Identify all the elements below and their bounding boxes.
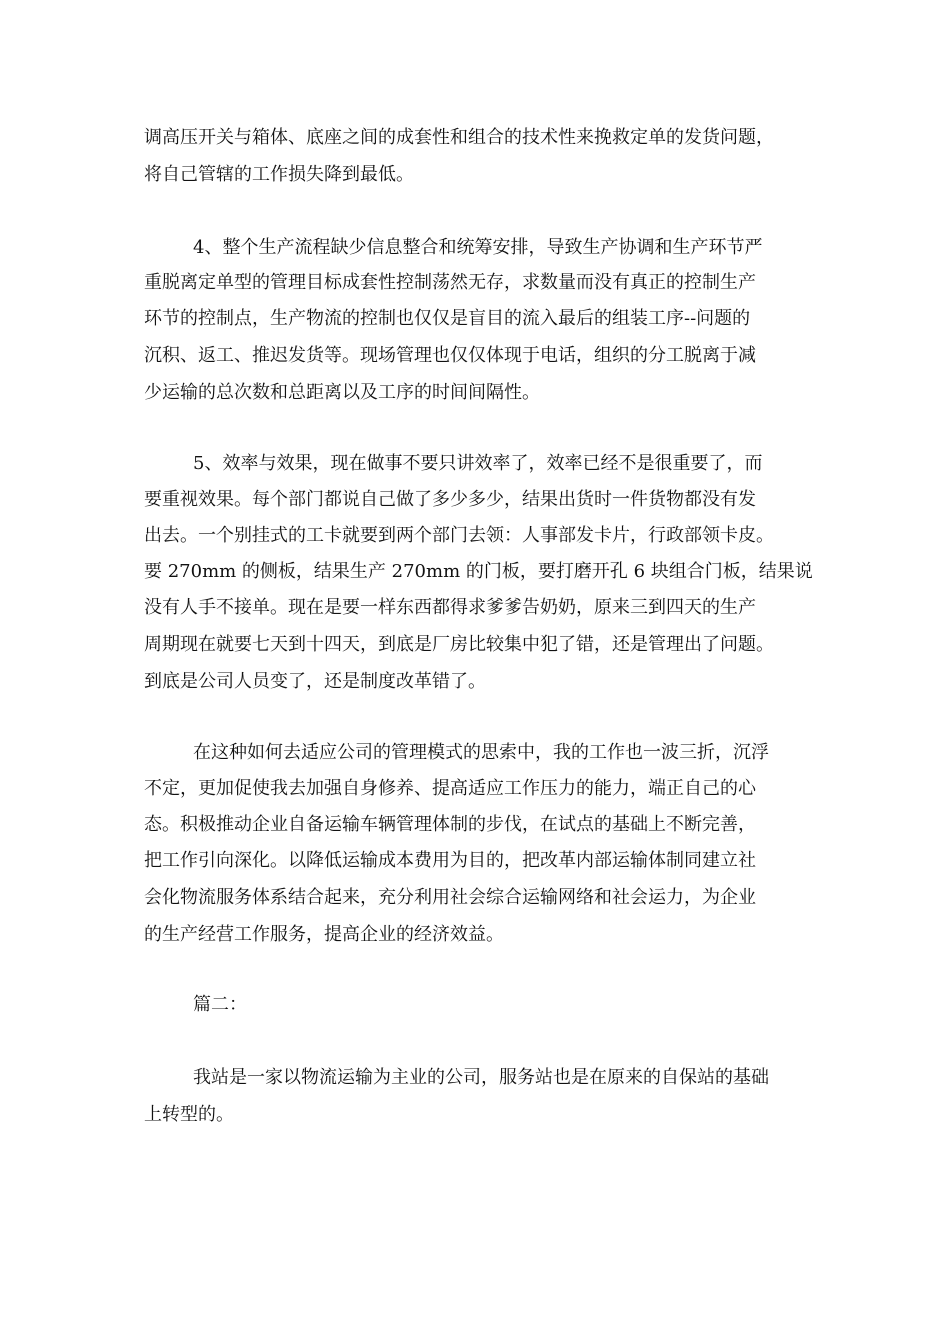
paragraph-1-line-1: 调高压开关与箱体、底座之间的成套性和组合的技术性来挽救定单的发货问题， [144,127,774,148]
paragraph-4-line-5: 会化物流服务体系结合起来，充分利用社会综合运输网络和社会运力，为企业 [144,887,756,908]
paragraph-2-line-2: 重脱离定单型的管理目标成套性控制荡然无存，求数量而没有真正的控制生产 [144,272,756,293]
paragraph-6-line-1: 我站是一家以物流运输为主业的公司，服务站也是在原来的自保站的基础 [193,1067,769,1088]
paragraph-1-line-2: 将自己管辖的工作损失降到最低。 [144,164,414,185]
paragraph-2-line-3: 环节的控制点，生产物流的控制也仅仅是盲目的流入最后的组装工序--问题的 [144,308,751,329]
paragraph-3-line-7: 到底是公司人员变了，还是制度改革错了。 [144,671,486,692]
paragraph-3-line-5: 没有人手不接单。现在是要一样东西都得求爹爹告奶奶，原来三到四天的生产 [144,597,756,618]
paragraph-6-line-2: 上转型的。 [144,1104,234,1125]
paragraph-3-line-2: 要重视效果。每个部门都说自己做了多少多少，结果出货时一件货物都没有发 [144,489,756,510]
paragraph-3-line-1: 5、效率与效果，现在做事不要只讲效率了，效率已经不是很重要了，而 [193,453,763,474]
paragraph-2-line-1: 4、整个生产流程缺少信息整合和统筹安排，导致生产协调和生产环节严 [193,237,763,258]
paragraph-4-line-3: 态。积极推动企业自备运输车辆管理体制的步伐，在试点的基础上不断完善， [144,814,756,835]
paragraph-4-line-4: 把工作引向深化。以降低运输成本费用为目的，把改革内部运输体制同建立社 [144,850,756,871]
paragraph-4-line-6: 的生产经营工作服务，提高企业的经济效益。 [144,924,504,945]
paragraph-2-line-5: 少运输的总次数和总距离以及工序的时间间隔性。 [144,382,540,403]
paragraph-2-line-4: 沉积、返工、推迟发货等。现场管理也仅仅体现于电话，组织的分工脱离于减 [144,345,756,366]
paragraph-4-line-1: 在这种如何去适应公司的管理模式的思索中，我的工作也一波三折，沉浮 [193,742,769,763]
paragraph-3-line-6: 周期现在就要七天到十四天，到底是厂房比较集中犯了错，还是管理出了问题。 [144,634,774,655]
paragraph-4-line-2: 不定，更加促使我去加强自身修养、提高适应工作压力的能力，端正自己的心 [144,778,756,799]
paragraph-3-line-4: 要 270mm 的侧板，结果生产 270mm 的门板，要打磨开孔 6 块组合门板，结果说 [144,561,813,582]
paragraph-3-line-3: 出去。一个别挂式的工卡就要到两个部门去领：人事部发卡片，行政部领卡皮。 [144,525,774,546]
section-heading: 篇二： [193,994,247,1015]
